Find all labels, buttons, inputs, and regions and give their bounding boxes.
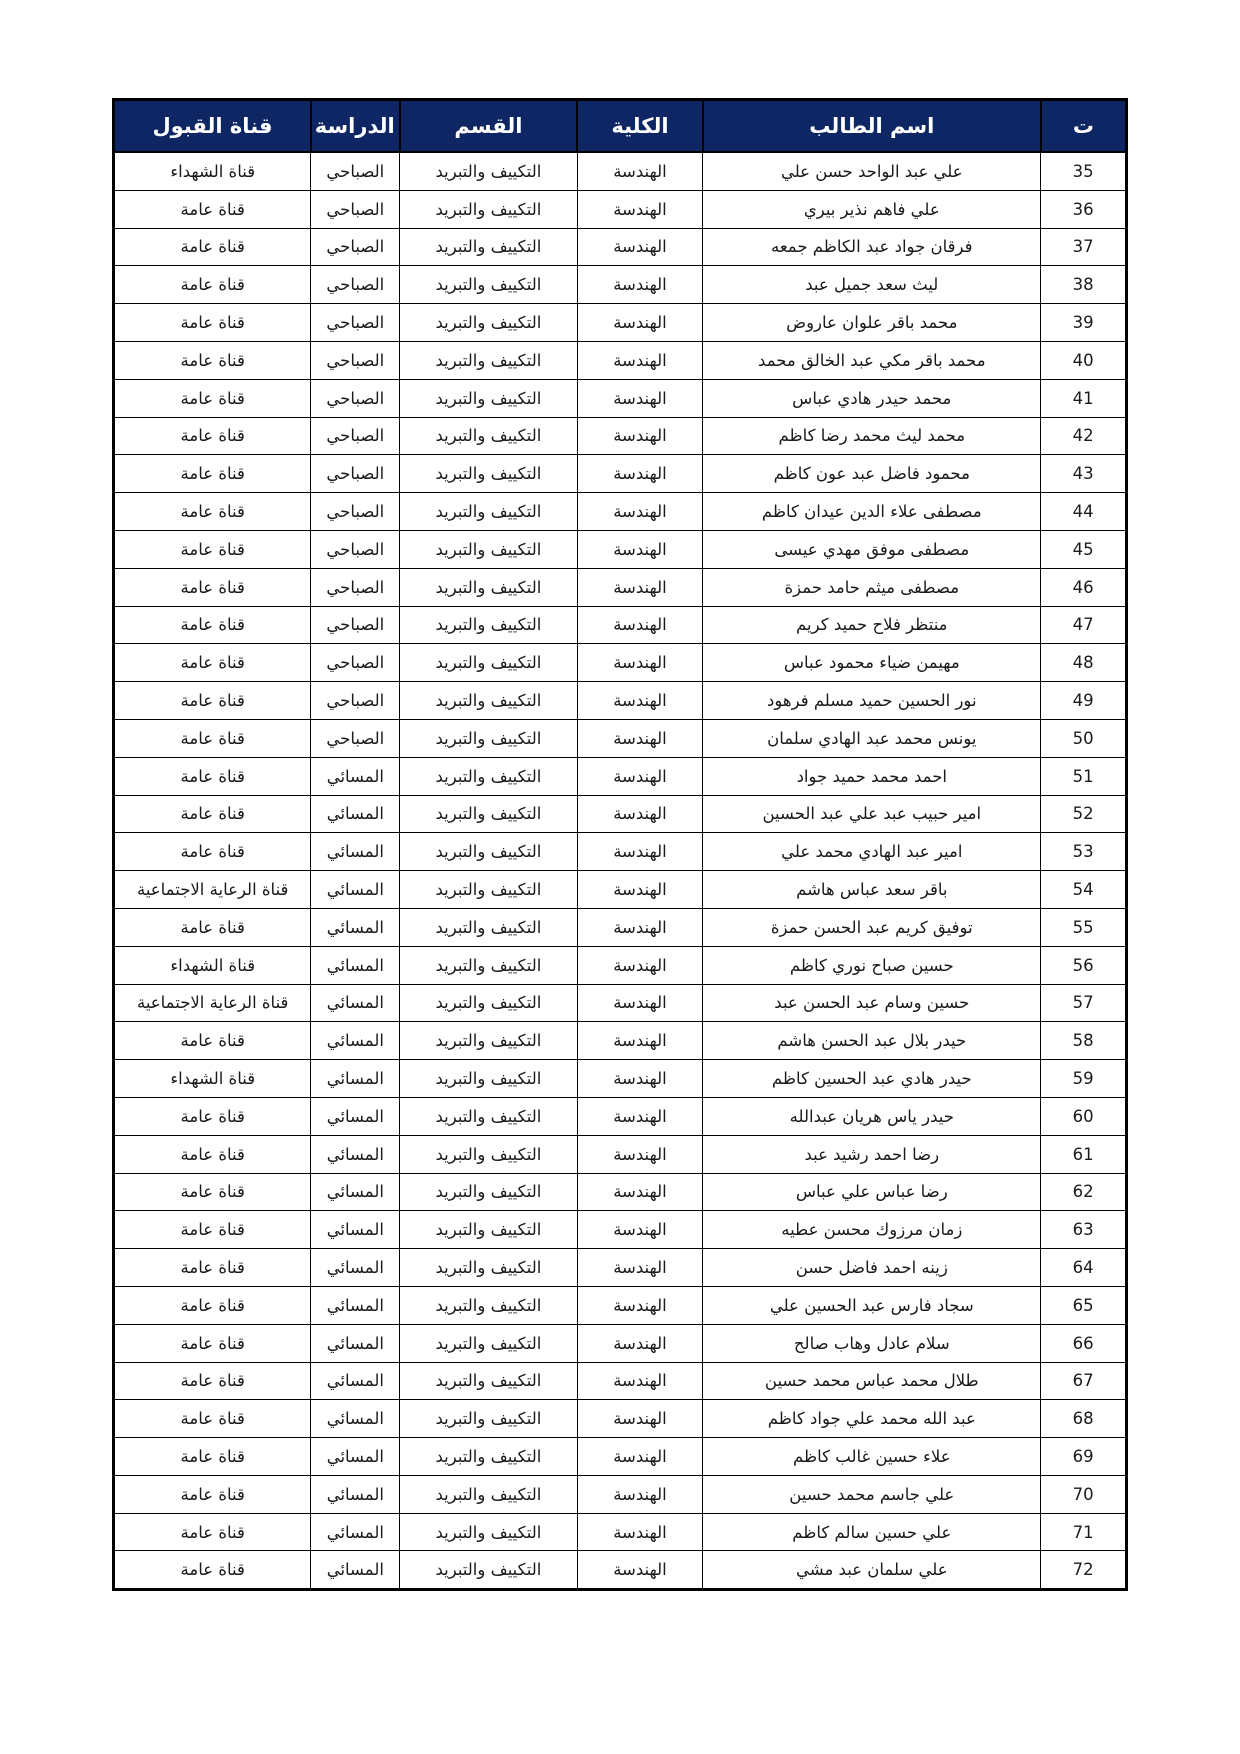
header-cell-admission-channel: قناة القبول bbox=[114, 100, 311, 153]
cell-college: الهندسة bbox=[577, 871, 703, 909]
cell-college: الهندسة bbox=[577, 455, 703, 493]
cell-study: المسائي bbox=[311, 1173, 400, 1211]
cell-study: المسائي bbox=[311, 833, 400, 871]
cell-study: المسائي bbox=[311, 1211, 400, 1249]
cell-department: التكييف والتبريد bbox=[400, 304, 577, 342]
cell-college: الهندسة bbox=[577, 606, 703, 644]
cell-admission-channel: قناة عامة bbox=[114, 1513, 311, 1551]
cell-no: 67 bbox=[1041, 1362, 1127, 1400]
cell-no: 63 bbox=[1041, 1211, 1127, 1249]
header-row bbox=[114, 100, 1127, 153]
table-row bbox=[114, 682, 1127, 720]
cell-college: الهندسة bbox=[577, 1286, 703, 1324]
cell-admission-channel: قناة عامة bbox=[114, 266, 311, 304]
cell-study: المسائي bbox=[311, 908, 400, 946]
cell-college: الهندسة bbox=[577, 719, 703, 757]
cell-study: الصباحي bbox=[311, 379, 400, 417]
cell-college: الهندسة bbox=[577, 1324, 703, 1362]
table-row bbox=[114, 1173, 1127, 1211]
cell-department: التكييف والتبريد bbox=[400, 908, 577, 946]
table-row bbox=[114, 1022, 1127, 1060]
cell-student-name: زمان مرزوك محسن عطيه bbox=[703, 1211, 1041, 1249]
cell-admission-channel: قناة عامة bbox=[114, 682, 311, 720]
cell-student-name: منتظر فلاح حميد كريم bbox=[703, 606, 1041, 644]
cell-department: التكييف والتبريد bbox=[400, 568, 577, 606]
cell-department: التكييف والتبريد bbox=[400, 1513, 577, 1551]
cell-college: الهندسة bbox=[577, 795, 703, 833]
cell-admission-channel: قناة عامة bbox=[114, 1022, 311, 1060]
cell-college: الهندسة bbox=[577, 1400, 703, 1438]
cell-study: الصباحي bbox=[311, 530, 400, 568]
cell-study: المسائي bbox=[311, 1060, 400, 1098]
cell-no: 36 bbox=[1041, 190, 1127, 228]
cell-department: التكييف والتبريد bbox=[400, 190, 577, 228]
cell-college: الهندسة bbox=[577, 1173, 703, 1211]
cell-no: 39 bbox=[1041, 304, 1127, 342]
cell-college: الهندسة bbox=[577, 190, 703, 228]
table-row bbox=[114, 1362, 1127, 1400]
cell-student-name: حسين وسام عبد الحسن عبد bbox=[703, 984, 1041, 1022]
cell-no: 52 bbox=[1041, 795, 1127, 833]
cell-admission-channel: قناة عامة bbox=[114, 1249, 311, 1287]
cell-no: 70 bbox=[1041, 1475, 1127, 1513]
cell-college: الهندسة bbox=[577, 379, 703, 417]
cell-study: المسائي bbox=[311, 871, 400, 909]
cell-study: المسائي bbox=[311, 1362, 400, 1400]
cell-student-name: علي عبد الواحد حسن علي bbox=[703, 152, 1041, 190]
cell-study: المسائي bbox=[311, 984, 400, 1022]
table-row bbox=[114, 757, 1127, 795]
cell-department: التكييف والتبريد bbox=[400, 1249, 577, 1287]
cell-student-name: رضا احمد رشيد عبد bbox=[703, 1135, 1041, 1173]
cell-study: المسائي bbox=[311, 757, 400, 795]
cell-admission-channel: قناة عامة bbox=[114, 908, 311, 946]
cell-admission-channel: قناة عامة bbox=[114, 417, 311, 455]
cell-student-name: نور الحسين حميد مسلم فرهود bbox=[703, 682, 1041, 720]
cell-department: التكييف والتبريد bbox=[400, 530, 577, 568]
header-cell-no: ت bbox=[1041, 100, 1127, 153]
cell-college: الهندسة bbox=[577, 984, 703, 1022]
cell-no: 69 bbox=[1041, 1438, 1127, 1476]
cell-no: 68 bbox=[1041, 1400, 1127, 1438]
cell-admission-channel: قناة عامة bbox=[114, 644, 311, 682]
cell-department: التكييف والتبريد bbox=[400, 266, 577, 304]
cell-department: التكييف والتبريد bbox=[400, 1060, 577, 1098]
cell-no: 46 bbox=[1041, 568, 1127, 606]
table-row bbox=[114, 1286, 1127, 1324]
table-row bbox=[114, 530, 1127, 568]
cell-college: الهندسة bbox=[577, 530, 703, 568]
cell-student-name: امير حبيب عبد علي عبد الحسين bbox=[703, 795, 1041, 833]
cell-study: المسائي bbox=[311, 1513, 400, 1551]
cell-study: الصباحي bbox=[311, 644, 400, 682]
cell-study: المسائي bbox=[311, 1475, 400, 1513]
cell-college: الهندسة bbox=[577, 1135, 703, 1173]
cell-study: المسائي bbox=[311, 1551, 400, 1590]
cell-no: 66 bbox=[1041, 1324, 1127, 1362]
table-row bbox=[114, 228, 1127, 266]
cell-college: الهندسة bbox=[577, 417, 703, 455]
cell-study: المسائي bbox=[311, 1438, 400, 1476]
cell-no: 64 bbox=[1041, 1249, 1127, 1287]
table-row bbox=[114, 871, 1127, 909]
cell-study: المسائي bbox=[311, 795, 400, 833]
cell-no: 71 bbox=[1041, 1513, 1127, 1551]
cell-study: الصباحي bbox=[311, 190, 400, 228]
cell-student-name: محمد باقر علوان عاروض bbox=[703, 304, 1041, 342]
cell-study: المسائي bbox=[311, 1022, 400, 1060]
cell-college: الهندسة bbox=[577, 266, 703, 304]
cell-admission-channel: قناة عامة bbox=[114, 1097, 311, 1135]
cell-no: 60 bbox=[1041, 1097, 1127, 1135]
cell-student-name: باقر سعد عباس هاشم bbox=[703, 871, 1041, 909]
cell-college: الهندسة bbox=[577, 833, 703, 871]
cell-student-name: محمد باقر مكي عبد الخالق محمد bbox=[703, 341, 1041, 379]
cell-study: الصباحي bbox=[311, 493, 400, 531]
cell-student-name: علي سلمان عبد مشي bbox=[703, 1551, 1041, 1590]
table-row bbox=[114, 341, 1127, 379]
cell-student-name: حسين صباح نوري كاظم bbox=[703, 946, 1041, 984]
cell-admission-channel: قناة عامة bbox=[114, 606, 311, 644]
cell-department: التكييف والتبريد bbox=[400, 455, 577, 493]
cell-study: الصباحي bbox=[311, 682, 400, 720]
cell-admission-channel: قناة عامة bbox=[114, 304, 311, 342]
cell-student-name: حيدر هادي عبد الحسين كاظم bbox=[703, 1060, 1041, 1098]
cell-student-name: توفيق كريم عبد الحسن حمزة bbox=[703, 908, 1041, 946]
table-row bbox=[114, 266, 1127, 304]
cell-no: 57 bbox=[1041, 984, 1127, 1022]
cell-college: الهندسة bbox=[577, 1551, 703, 1590]
cell-admission-channel: قناة عامة bbox=[114, 568, 311, 606]
cell-no: 53 bbox=[1041, 833, 1127, 871]
cell-department: التكييف والتبريد bbox=[400, 644, 577, 682]
table-row bbox=[114, 1513, 1127, 1551]
cell-admission-channel: قناة عامة bbox=[114, 190, 311, 228]
cell-department: التكييف والتبريد bbox=[400, 719, 577, 757]
cell-department: التكييف والتبريد bbox=[400, 1022, 577, 1060]
cell-no: 54 bbox=[1041, 871, 1127, 909]
cell-admission-channel: قناة عامة bbox=[114, 1438, 311, 1476]
cell-student-name: علي فاهم نذير بيري bbox=[703, 190, 1041, 228]
cell-admission-channel: قناة عامة bbox=[114, 1135, 311, 1173]
cell-admission-channel: قناة عامة bbox=[114, 493, 311, 531]
cell-no: 38 bbox=[1041, 266, 1127, 304]
cell-admission-channel: قناة عامة bbox=[114, 1324, 311, 1362]
cell-college: الهندسة bbox=[577, 568, 703, 606]
cell-study: الصباحي bbox=[311, 417, 400, 455]
header-cell-department: القسم bbox=[400, 100, 577, 153]
cell-admission-channel: قناة عامة bbox=[114, 833, 311, 871]
cell-admission-channel: قناة الشهداء bbox=[114, 152, 311, 190]
table-row bbox=[114, 304, 1127, 342]
cell-no: 45 bbox=[1041, 530, 1127, 568]
cell-no: 56 bbox=[1041, 946, 1127, 984]
cell-study: المسائي bbox=[311, 1135, 400, 1173]
cell-admission-channel: قناة عامة bbox=[114, 1475, 311, 1513]
cell-department: التكييف والتبريد bbox=[400, 341, 577, 379]
cell-study: الصباحي bbox=[311, 266, 400, 304]
cell-department: التكييف والتبريد bbox=[400, 795, 577, 833]
cell-department: التكييف والتبريد bbox=[400, 1097, 577, 1135]
cell-college: الهندسة bbox=[577, 908, 703, 946]
cell-department: التكييف والتبريد bbox=[400, 1173, 577, 1211]
cell-admission-channel: قناة الرعاية الاجتماعية bbox=[114, 984, 311, 1022]
cell-college: الهندسة bbox=[577, 1022, 703, 1060]
cell-student-name: زينه احمد فاضل حسن bbox=[703, 1249, 1041, 1287]
cell-college: الهندسة bbox=[577, 682, 703, 720]
cell-student-name: عبد الله محمد علي جواد كاظم bbox=[703, 1400, 1041, 1438]
cell-study: الصباحي bbox=[311, 606, 400, 644]
cell-admission-channel: قناة عامة bbox=[114, 1551, 311, 1590]
cell-student-name: مصطفى علاء الدين عيدان كاظم bbox=[703, 493, 1041, 531]
cell-department: التكييف والتبريد bbox=[400, 871, 577, 909]
table-row bbox=[114, 1135, 1127, 1173]
table-row bbox=[114, 644, 1127, 682]
cell-department: التكييف والتبريد bbox=[400, 984, 577, 1022]
cell-admission-channel: قناة عامة bbox=[114, 228, 311, 266]
cell-study: الصباحي bbox=[311, 568, 400, 606]
table-row bbox=[114, 190, 1127, 228]
cell-student-name: محمود فاضل عبد عون كاظم bbox=[703, 455, 1041, 493]
cell-college: الهندسة bbox=[577, 946, 703, 984]
cell-college: الهندسة bbox=[577, 757, 703, 795]
cell-student-name: امير عبد الهادي محمد علي bbox=[703, 833, 1041, 871]
header-cell-study: الدراسة bbox=[311, 100, 400, 153]
cell-department: التكييف والتبريد bbox=[400, 1211, 577, 1249]
cell-study: المسائي bbox=[311, 1324, 400, 1362]
cell-no: 59 bbox=[1041, 1060, 1127, 1098]
cell-college: الهندسة bbox=[577, 493, 703, 531]
table-row bbox=[114, 1211, 1127, 1249]
cell-no: 48 bbox=[1041, 644, 1127, 682]
cell-department: التكييف والتبريد bbox=[400, 757, 577, 795]
cell-college: الهندسة bbox=[577, 1097, 703, 1135]
cell-college: الهندسة bbox=[577, 1060, 703, 1098]
cell-student-name: رضا عباس علي عباس bbox=[703, 1173, 1041, 1211]
cell-student-name: علي جاسم محمد حسين bbox=[703, 1475, 1041, 1513]
cell-study: الصباحي bbox=[311, 152, 400, 190]
cell-department: التكييف والتبريد bbox=[400, 833, 577, 871]
cell-college: الهندسة bbox=[577, 1513, 703, 1551]
cell-study: الصباحي bbox=[311, 304, 400, 342]
cell-department: التكييف والتبريد bbox=[400, 152, 577, 190]
cell-department: التكييف والتبريد bbox=[400, 946, 577, 984]
cell-no: 47 bbox=[1041, 606, 1127, 644]
cell-no: 50 bbox=[1041, 719, 1127, 757]
cell-no: 37 bbox=[1041, 228, 1127, 266]
cell-student-name: حيدر ياس هريان عبدالله bbox=[703, 1097, 1041, 1135]
table-row bbox=[114, 984, 1127, 1022]
cell-student-name: طلال محمد عباس محمد حسين bbox=[703, 1362, 1041, 1400]
cell-admission-channel: قناة عامة bbox=[114, 379, 311, 417]
table-row bbox=[114, 1249, 1127, 1287]
cell-no: 62 bbox=[1041, 1173, 1127, 1211]
cell-student-name: مهيمن ضياء محمود عباس bbox=[703, 644, 1041, 682]
cell-admission-channel: قناة عامة bbox=[114, 1211, 311, 1249]
cell-college: الهندسة bbox=[577, 228, 703, 266]
cell-no: 43 bbox=[1041, 455, 1127, 493]
cell-college: الهندسة bbox=[577, 644, 703, 682]
table-row bbox=[114, 719, 1127, 757]
cell-student-name: سلام عادل وهاب صالح bbox=[703, 1324, 1041, 1362]
cell-student-name: محمد ليث محمد رضا كاظم bbox=[703, 417, 1041, 455]
cell-admission-channel: قناة عامة bbox=[114, 757, 311, 795]
cell-no: 51 bbox=[1041, 757, 1127, 795]
cell-no: 35 bbox=[1041, 152, 1127, 190]
cell-no: 65 bbox=[1041, 1286, 1127, 1324]
cell-no: 42 bbox=[1041, 417, 1127, 455]
cell-no: 41 bbox=[1041, 379, 1127, 417]
cell-department: التكييف والتبريد bbox=[400, 1286, 577, 1324]
students-table-container bbox=[112, 98, 1128, 1591]
cell-department: التكييف والتبريد bbox=[400, 1135, 577, 1173]
table-row bbox=[114, 417, 1127, 455]
table-row bbox=[114, 1438, 1127, 1476]
table-row bbox=[114, 1400, 1127, 1438]
cell-department: التكييف والتبريد bbox=[400, 1400, 577, 1438]
cell-department: التكييف والتبريد bbox=[400, 493, 577, 531]
table-body bbox=[114, 152, 1127, 1590]
header-cell-college: الكلية bbox=[577, 100, 703, 153]
cell-department: التكييف والتبريد bbox=[400, 682, 577, 720]
cell-no: 40 bbox=[1041, 341, 1127, 379]
cell-study: المسائي bbox=[311, 1286, 400, 1324]
cell-study: الصباحي bbox=[311, 228, 400, 266]
cell-college: الهندسة bbox=[577, 1362, 703, 1400]
cell-admission-channel: قناة عامة bbox=[114, 530, 311, 568]
cell-department: التكييف والتبريد bbox=[400, 379, 577, 417]
cell-student-name: محمد حيدر هادي عباس bbox=[703, 379, 1041, 417]
cell-college: الهندسة bbox=[577, 1475, 703, 1513]
cell-admission-channel: قناة عامة bbox=[114, 1173, 311, 1211]
cell-student-name: علاء حسين غالب كاظم bbox=[703, 1438, 1041, 1476]
cell-admission-channel: قناة الشهداء bbox=[114, 1060, 311, 1098]
cell-no: 49 bbox=[1041, 682, 1127, 720]
table-row bbox=[114, 1324, 1127, 1362]
cell-admission-channel: قناة عامة bbox=[114, 1400, 311, 1438]
cell-study: المسائي bbox=[311, 1097, 400, 1135]
cell-study: المسائي bbox=[311, 1249, 400, 1287]
cell-no: 61 bbox=[1041, 1135, 1127, 1173]
cell-department: التكييف والتبريد bbox=[400, 1475, 577, 1513]
cell-college: الهندسة bbox=[577, 1438, 703, 1476]
cell-study: المسائي bbox=[311, 1400, 400, 1438]
cell-no: 58 bbox=[1041, 1022, 1127, 1060]
cell-student-name: سجاد فارس عبد الحسين علي bbox=[703, 1286, 1041, 1324]
cell-college: الهندسة bbox=[577, 152, 703, 190]
cell-college: الهندسة bbox=[577, 304, 703, 342]
cell-college: الهندسة bbox=[577, 1211, 703, 1249]
cell-department: التكييف والتبريد bbox=[400, 1551, 577, 1590]
cell-admission-channel: قناة عامة bbox=[114, 341, 311, 379]
cell-student-name: مصطفى ميثم حامد حمزة bbox=[703, 568, 1041, 606]
cell-admission-channel: قناة الشهداء bbox=[114, 946, 311, 984]
cell-student-name: حيدر بلال عبد الحسن هاشم bbox=[703, 1022, 1041, 1060]
header-cell-student-name: اسم الطالب bbox=[703, 100, 1041, 153]
cell-study: الصباحي bbox=[311, 719, 400, 757]
cell-study: الصباحي bbox=[311, 455, 400, 493]
table-row bbox=[114, 455, 1127, 493]
cell-admission-channel: قناة عامة bbox=[114, 1286, 311, 1324]
table-row bbox=[114, 833, 1127, 871]
table-row bbox=[114, 568, 1127, 606]
cell-no: 55 bbox=[1041, 908, 1127, 946]
cell-department: التكييف والتبريد bbox=[400, 1324, 577, 1362]
cell-student-name: ليث سعد جميل عبد bbox=[703, 266, 1041, 304]
cell-department: التكييف والتبريد bbox=[400, 228, 577, 266]
cell-student-name: يونس محمد عبد الهادي سلمان bbox=[703, 719, 1041, 757]
table-row bbox=[114, 946, 1127, 984]
cell-department: التكييف والتبريد bbox=[400, 417, 577, 455]
table-row bbox=[114, 1475, 1127, 1513]
cell-student-name: فرقان جواد عبد الكاظم جمعه bbox=[703, 228, 1041, 266]
cell-student-name: مصطفى موفق مهدي عيسى bbox=[703, 530, 1041, 568]
cell-student-name: احمد محمد حميد جواد bbox=[703, 757, 1041, 795]
table-row bbox=[114, 606, 1127, 644]
cell-admission-channel: قناة عامة bbox=[114, 455, 311, 493]
table-row bbox=[114, 493, 1127, 531]
cell-admission-channel: قناة عامة bbox=[114, 1362, 311, 1400]
cell-department: التكييف والتبريد bbox=[400, 606, 577, 644]
table-row bbox=[114, 1097, 1127, 1135]
cell-department: التكييف والتبريد bbox=[400, 1438, 577, 1476]
table-row bbox=[114, 1060, 1127, 1098]
table-row bbox=[114, 908, 1127, 946]
table-row bbox=[114, 379, 1127, 417]
cell-department: التكييف والتبريد bbox=[400, 1362, 577, 1400]
cell-admission-channel: قناة عامة bbox=[114, 719, 311, 757]
cell-student-name: علي حسين سالم كاظم bbox=[703, 1513, 1041, 1551]
table-row bbox=[114, 795, 1127, 833]
cell-no: 44 bbox=[1041, 493, 1127, 531]
table-row bbox=[114, 1551, 1127, 1590]
cell-college: الهندسة bbox=[577, 341, 703, 379]
cell-college: الهندسة bbox=[577, 1249, 703, 1287]
cell-no: 72 bbox=[1041, 1551, 1127, 1590]
table-row bbox=[114, 152, 1127, 190]
cell-study: الصباحي bbox=[311, 341, 400, 379]
cell-admission-channel: قناة الرعاية الاجتماعية bbox=[114, 871, 311, 909]
students-table bbox=[112, 98, 1128, 1591]
cell-study: المسائي bbox=[311, 946, 400, 984]
cell-admission-channel: قناة عامة bbox=[114, 795, 311, 833]
